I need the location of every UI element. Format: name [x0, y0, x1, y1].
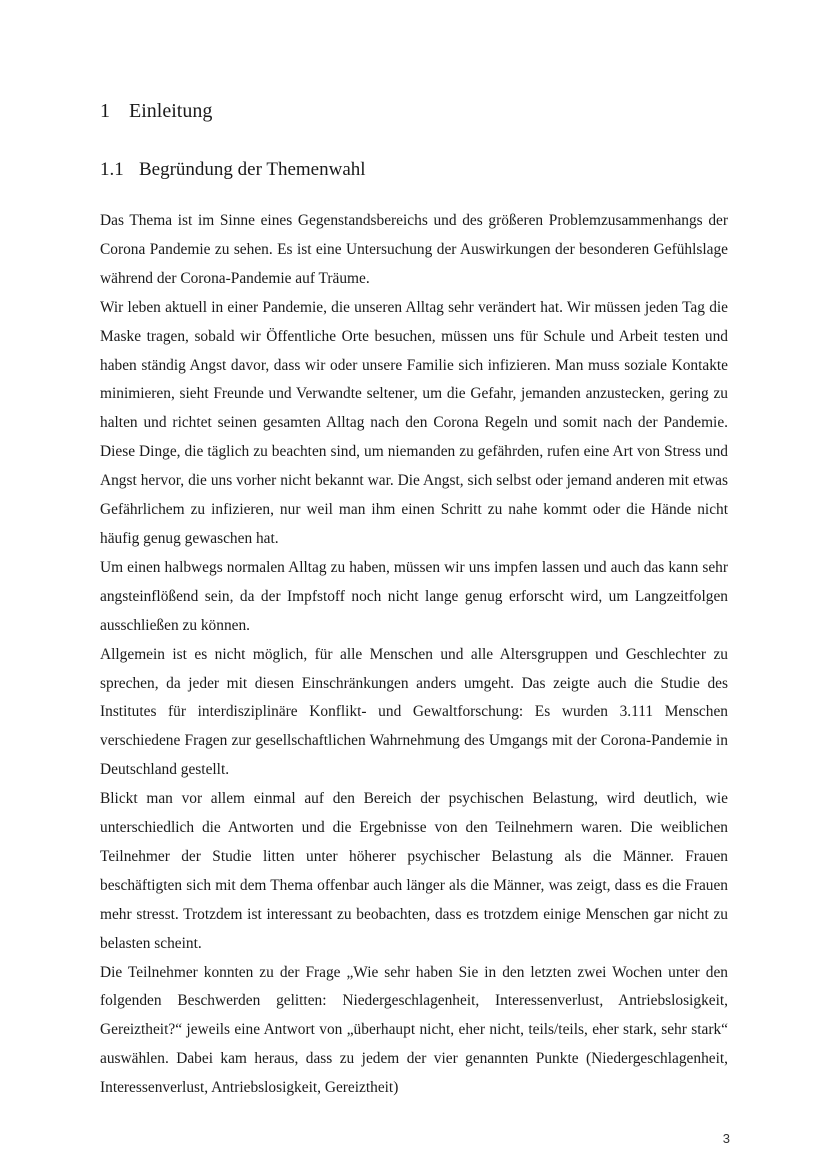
- chapter-number: 1: [100, 100, 110, 122]
- paragraph: Wir leben aktuell in einer Pandemie, die unseren Alltag sehr verändert hat. Wir müssen jeden Tag die Maske tragen, sobald wir Öffentliche Orte besuchen, müssen uns für Schule und Arbeit testen und haben ständig Angst davor, dass wir oder unsere Familie sich infizieren. Man muss soziale Kontakte minimieren, sieht Freunde und Verwandte seltener, um die Gefahr, jemanden anzustecken, gering zu halten und richtet seinen gesamten Alltag nach den Corona Regeln und somit nach der Pandemie. Diese Dinge, die täglich zu beachten sind, um niemanden zu gefährden, rufen eine Art von Stress und Angst hervor, die uns vorher nicht bekannt war. Die Angst, sich selbst oder jemand anderen mit etwas Gefährlichem zu infizieren, nur weil man ihm einen Schritt zu nahe kommt oder die Hände nicht häufig genug gewaschen hat.: [100, 298, 728, 547]
- section-number: 1.1: [100, 159, 124, 180]
- paragraph: Um einen halbwegs normalen Alltag zu haben, müssen wir uns impfen lassen und auch das kann sehr angsteinflößend sein, da der Impfstoff noch nicht lange genug erforscht wird, um Langzeitfolgen ausschließen zu können.: [100, 558, 728, 634]
- paragraph: Blickt man vor allem einmal auf den Bereich der psychischen Belastung, wird deutlich, wie unterschiedlich die Antworten und die Ergebnisse von den Teilnehmern waren. Die weiblichen Teilnehmer der Studie litten unter höherer psychischer Belastung als die Männer. Frauen beschäftigten sich mit dem Thema offenbar auch länger als die Männer, was zeigt, dass es die Frauen mehr stresst. Trotzdem ist interessant zu beobachten, dass es trotzdem einige Menschen gar nicht zu belasten scheint.: [100, 790, 728, 952]
- page-number: 3: [722, 1131, 730, 1146]
- paragraph: Allgemein ist es nicht möglich, für alle Menschen und alle Altersgruppen und Geschlechter zu sprechen, da jeder mit diesen Einschränkungen anders umgeht. Das zeigte auch die Studie des Institutes für interdisziplinäre Konflikt- und Gewaltforschung: Es wurden 3.111 Menschen verschiedene Fragen zur gesellschaftlichen Wahrnehmung des Umgangs mit der Corona-Pandemie in Deutschland gestellt.: [100, 645, 728, 779]
- section-heading: [100, 157, 366, 183]
- chapter-heading: [100, 98, 212, 124]
- body-text: [100, 207, 728, 1103]
- paragraph: Die Teilnehmer konnten zu der Frage „Wie sehr haben Sie in den letzten zwei Wochen unter den folgenden Beschwerden gelitten: Niedergeschlagenheit, Interessenverlust, Antriebslosigkeit, Gereiztheit?“ jeweils eine Antwort von „überhaupt nicht, eher nicht, teils/teils, eher stark, sehr stark“ auswählen. Dabei kam heraus, dass zu jedem der vier genannten Punkte (Niedergeschlagenheit, Interessenverlust, Antriebslosigkeit, Gereiztheit): [100, 963, 728, 1097]
- paragraph: Das Thema ist im Sinne eines Gegenstandsbereichs und des größeren Problemzusammenhangs der Corona Pandemie zu sehen. Es ist eine Untersuchung der Auswirkungen der besonderen Gefühlslage während der Corona-Pandemie auf Träume.: [100, 212, 728, 287]
- chapter-title: Einleitung: [129, 100, 213, 122]
- section-title: Begründung der Themenwahl: [139, 159, 366, 180]
